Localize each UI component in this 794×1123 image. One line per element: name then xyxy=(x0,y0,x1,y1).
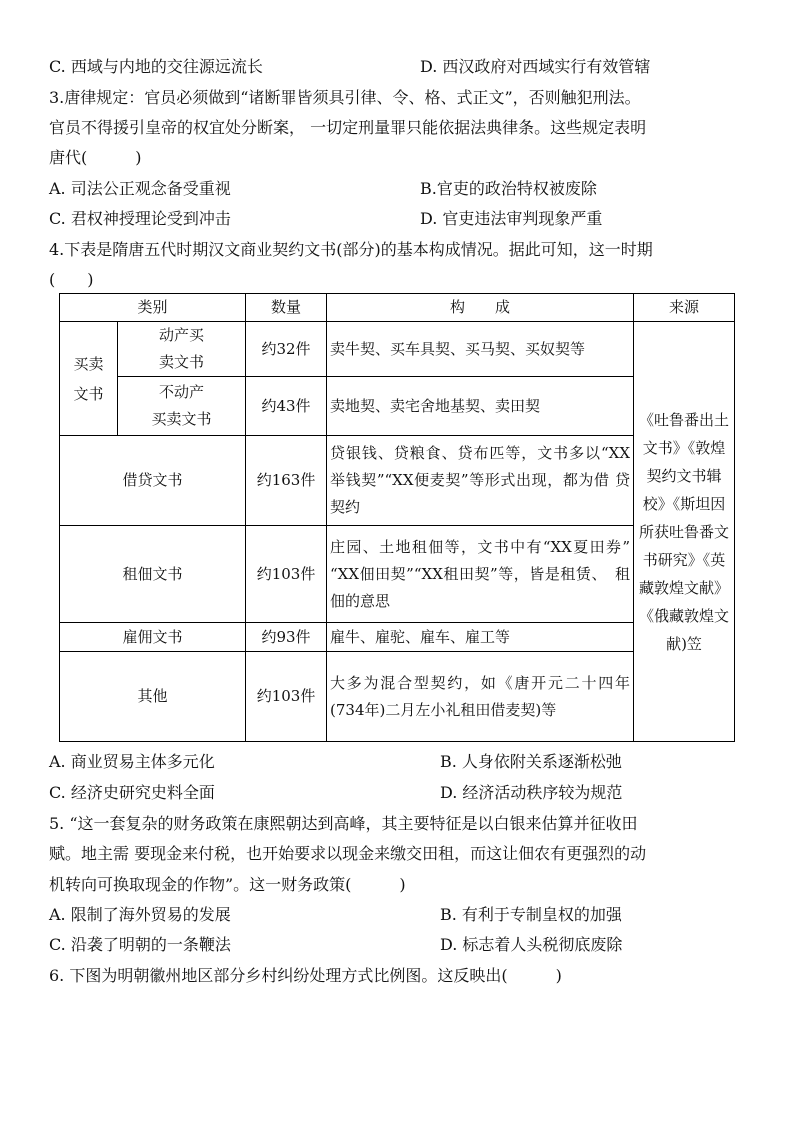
group-label-sale: 买卖 文书 xyxy=(60,322,118,436)
header-category: 类别 xyxy=(60,294,246,322)
header-source: 来源 xyxy=(634,294,735,322)
q4-option-d: D. 经济活动秩序较为规范 xyxy=(440,783,623,802)
q4-option-a: A. 商业贸易主体多元化 xyxy=(49,752,215,771)
row-category: 借贷文书 xyxy=(60,436,246,526)
row-category: 租佃文书 xyxy=(60,526,246,623)
table-row xyxy=(60,436,735,526)
q5-option-c: C. 沿袭了明朝的一条鞭法 xyxy=(49,935,231,954)
row-content: 卖地契、卖宅舍地基契、卖田契 xyxy=(327,377,634,436)
option-c-prev: C. 西域与内地的交往源远流长 xyxy=(49,57,263,76)
source-cell: 《吐鲁番出土文书》《敦煌契约文书辑校》《斯坦因所获吐鲁番文书研究》《英藏敦煌文献》《俄藏敦煌文献)笠 xyxy=(634,322,735,742)
row-count: 约163件 xyxy=(246,436,327,526)
q5-stem-line3: 机转向可换取现金的作物”。这一财务政策( ) xyxy=(49,875,406,894)
q3-option-c: C. 君权神授理论受到冲击 xyxy=(49,209,231,228)
q6-stem-line1: 6. 下图为明朝徽州地区部分乡村纠纷处理方式比例图。这反映出( ) xyxy=(49,966,562,985)
row-count: 约93件 xyxy=(246,623,327,652)
q3-option-a: A. 司法公正观念备受重视 xyxy=(49,179,231,198)
q5-option-d: D. 标志着人头税彻底废除 xyxy=(440,935,623,954)
q5-stem-line1: 5. “这一套复杂的财务政策在康熙朝达到高峰，其主要特征是以白银来估算并征收田 xyxy=(49,814,638,833)
q5-stem-line2: 赋。地主需 要现金来付税，也开始要求以现金来缴交田租，而这让佃农有更强烈的动 xyxy=(49,844,647,863)
table-header-row xyxy=(60,294,735,322)
row-count: 约103件 xyxy=(246,652,327,742)
q4-stem-line2: ( ) xyxy=(49,270,94,289)
q3-stem-line1: 3.唐律规定：官员必须做到“诸断罪皆须具引律、令、格、式正文”，否则触犯刑法。 xyxy=(49,88,641,107)
q5-option-a: A. 限制了海外贸易的发展 xyxy=(49,905,231,924)
row-content: 大多为混合型契约，如《唐开元二十四年 (734年)二月左小礼租田借麦契)等 xyxy=(327,652,634,742)
q3-option-d: D. 官吏违法审判现象严重 xyxy=(420,209,603,228)
row-content: 贷银钱、贷粮食、贷布匹等，文书多以“XX 举钱契”“XX便麦契”等形式出现，都为借 贷契约 xyxy=(327,436,634,526)
option-d-prev: D. 西汉政府对西域实行有效管辖 xyxy=(420,57,651,76)
table-row xyxy=(60,377,735,436)
row-category: 不动产 买卖文书 xyxy=(118,377,246,436)
row-category: 雇佣文书 xyxy=(60,623,246,652)
row-count: 约103件 xyxy=(246,526,327,623)
q4-stem-line1: 4.下表是隋唐五代时期汉文商业契约文书(部分)的基本构成情况。据此可知，这一时期 xyxy=(49,240,653,259)
q4-option-b: B. 人身依附关系逐渐松弛 xyxy=(440,752,622,771)
row-count: 约43件 xyxy=(246,377,327,436)
table-row xyxy=(60,623,735,652)
row-content: 庄园、土地租佃等，文书中有“XX夏田券” “XX佃田契”“XX租田契”等，皆是租赁、 租佃的意思 xyxy=(327,526,634,623)
row-count: 约32件 xyxy=(246,322,327,377)
row-category: 其他 xyxy=(60,652,246,742)
q3-option-b: B.官吏的政治特权被废除 xyxy=(420,179,597,198)
row-content: 卖牛契、买车具契、买马契、买奴契等 xyxy=(327,322,634,377)
contract-table xyxy=(59,293,735,742)
q5-option-b: B. 有利于专制皇权的加强 xyxy=(440,905,622,924)
header-content: 构 成 xyxy=(327,294,634,322)
table-row xyxy=(60,322,735,377)
table-row xyxy=(60,526,735,623)
q3-stem-line2: 官员不得援引皇帝的权宜处分断案， 一切定刑量罪只能依据法典律条。这些规定表明 xyxy=(49,118,647,137)
row-category: 动产买 卖文书 xyxy=(118,322,246,377)
table-row xyxy=(60,652,735,742)
q4-option-c: C. 经济史研究史料全面 xyxy=(49,783,215,802)
header-count: 数量 xyxy=(246,294,327,322)
row-content: 雇牛、雇驼、雇车、雇工等 xyxy=(327,623,634,652)
q3-stem-line3: 唐代( ) xyxy=(49,148,142,167)
